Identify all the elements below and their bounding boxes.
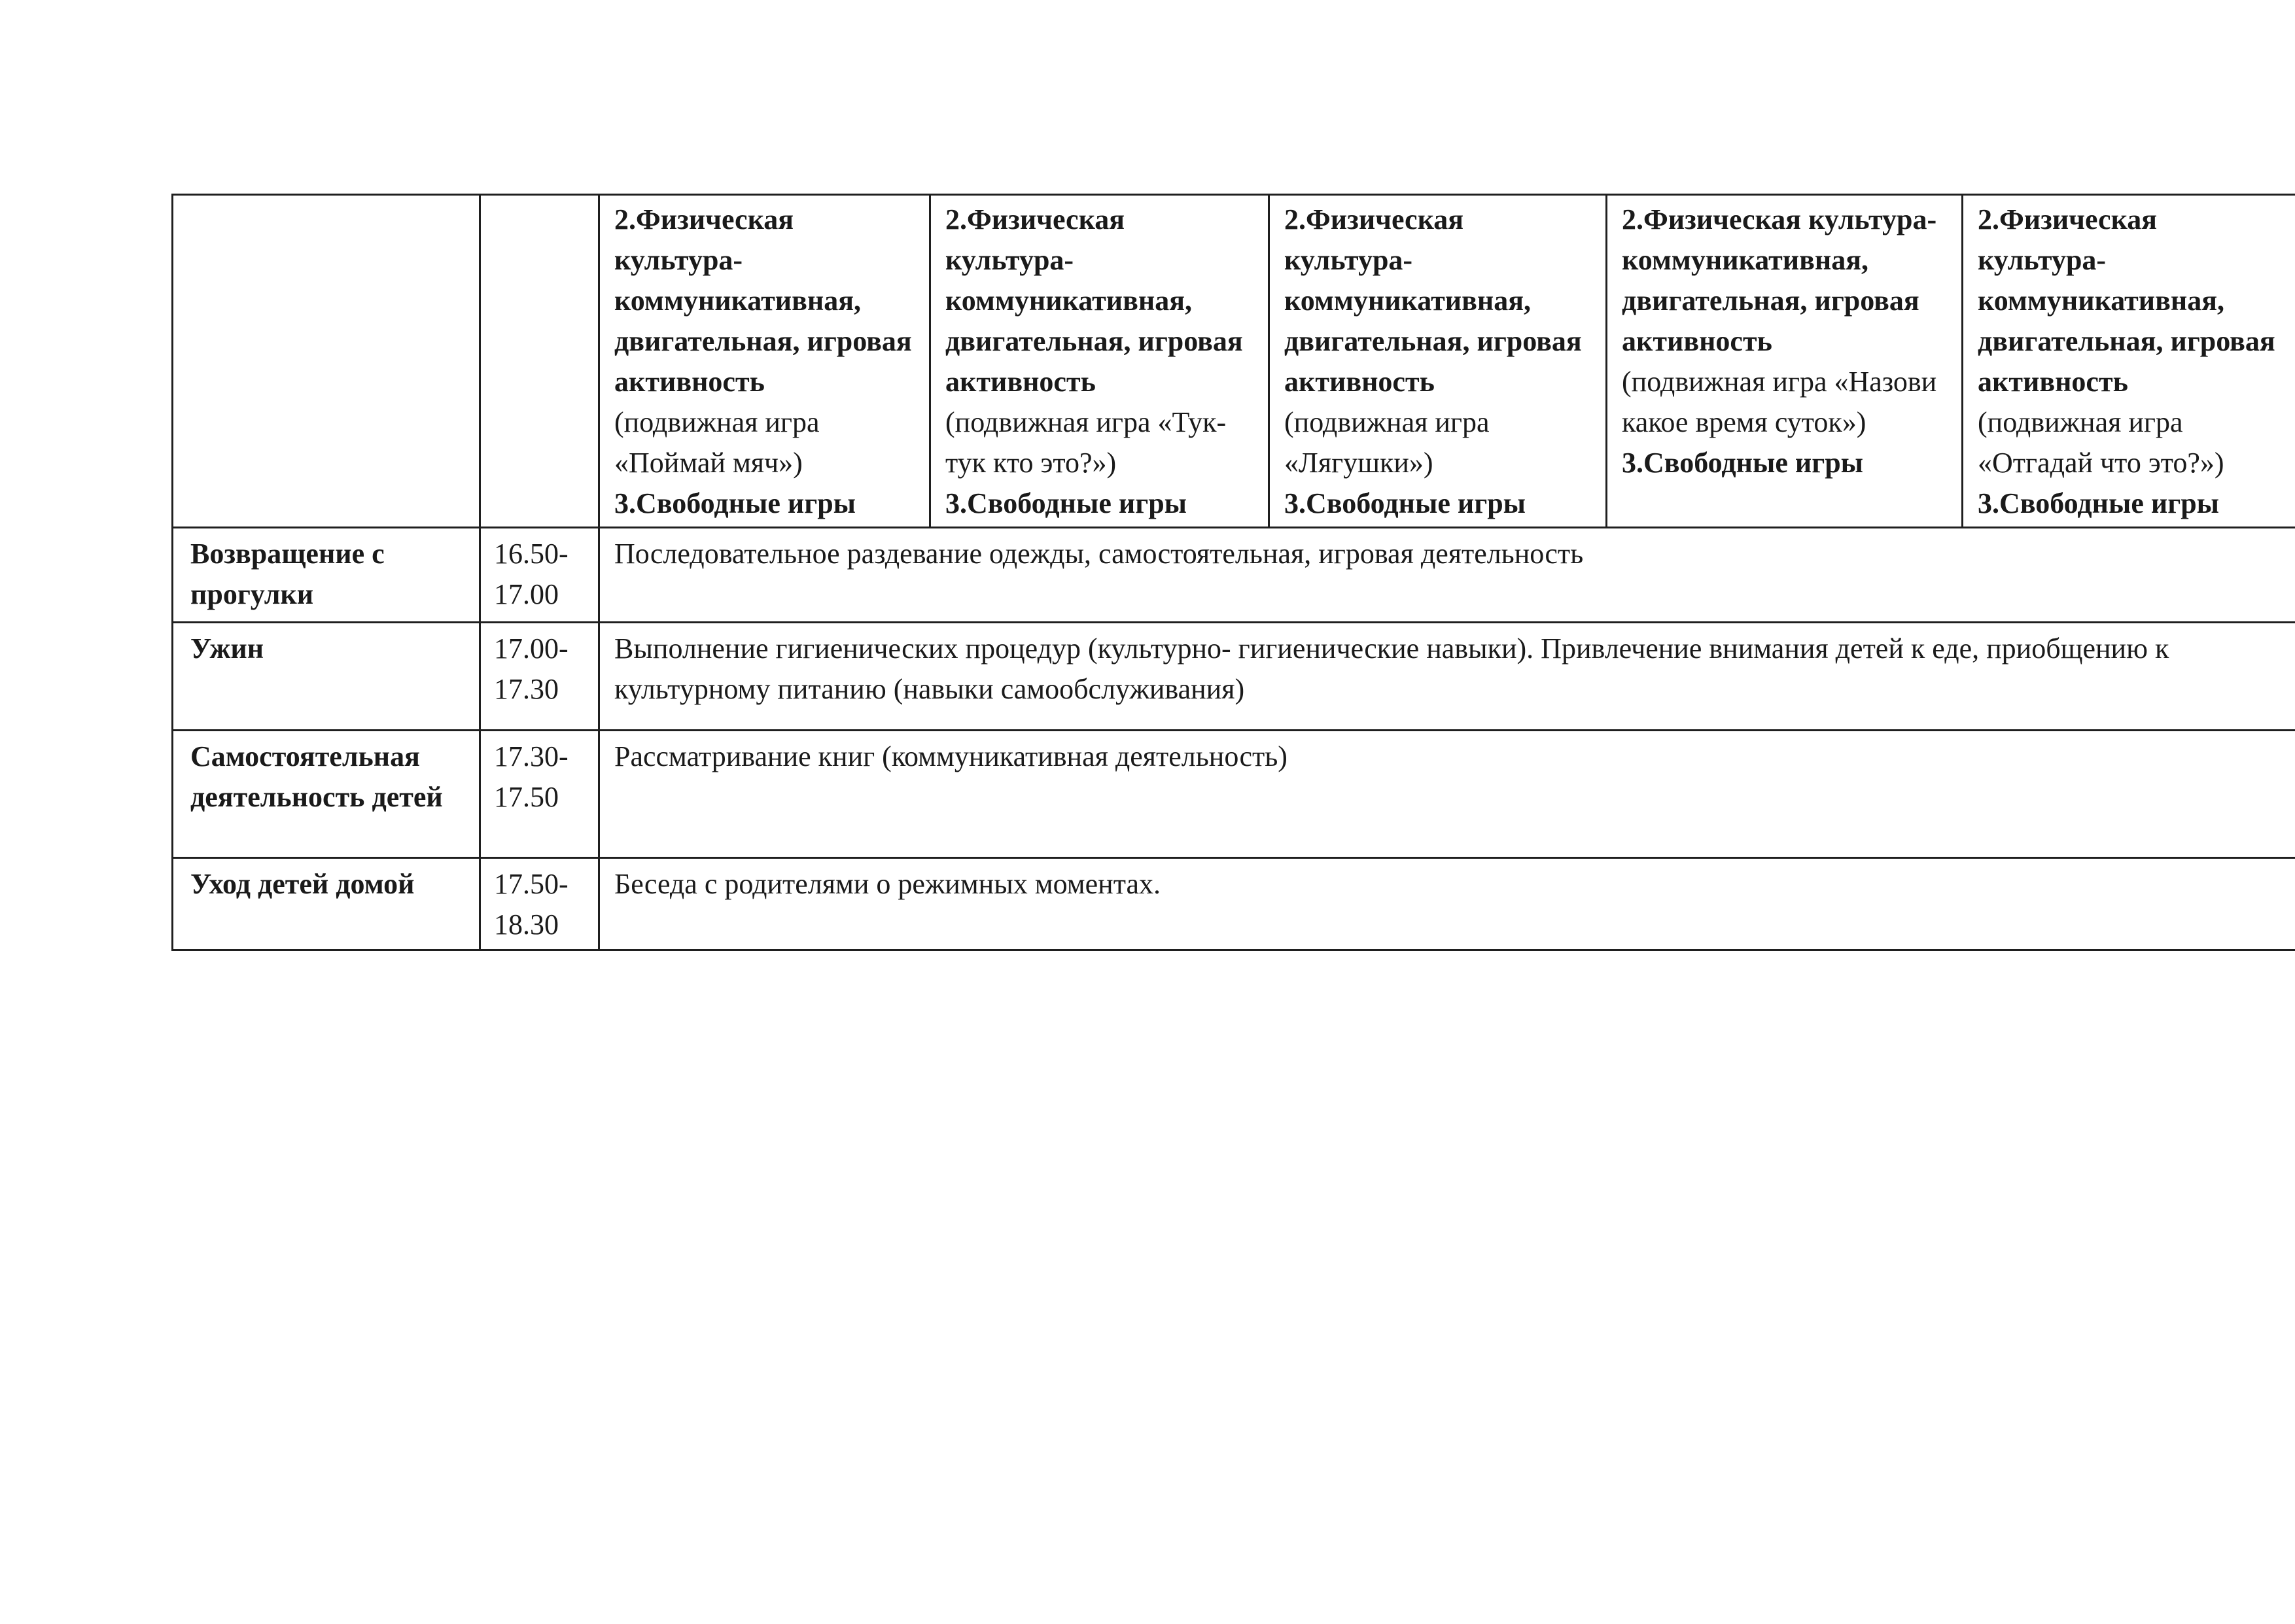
table-row: [173, 858, 2295, 950]
routine-description: Беседа с родителями о режимных моментах.: [599, 858, 2295, 950]
routine-name: Ужин: [173, 623, 480, 731]
table-row: [173, 195, 2295, 528]
empty-name-cell: [173, 195, 480, 528]
schedule-table: [171, 194, 2295, 951]
routine-time: 17.30-17.50: [480, 731, 599, 858]
free-games-text: 3.Свободные игры: [1978, 487, 2220, 519]
activity-title: 2.Физическая культура-коммуникативная, двигательная, игровая активность: [945, 203, 1243, 398]
activity-title: 2.Физическая культура-коммуникативная, двигательная, игровая активность: [1622, 203, 1937, 357]
free-games-text: 3.Свободные игры: [1622, 447, 1864, 479]
day-activity-cell: [1963, 195, 2295, 528]
routine-name: Уход детей домой: [173, 858, 480, 950]
routine-time: 17.50-18.30: [480, 858, 599, 950]
activity-title: 2.Физическая культура-коммуникативная, двигательная, игровая активность: [1284, 203, 1582, 398]
game-text: (подвижная игра «Лягушки»): [1284, 406, 1490, 479]
free-games-text: 3.Свободные игры: [1284, 487, 1526, 519]
activity-title: 2.Физическая культура-коммуникативная, двигательная, игровая активность: [1978, 203, 2275, 398]
routine-name: Возвращение с прогулки: [173, 528, 480, 623]
table-row: [173, 731, 2295, 858]
activity-title: 2.Физическая культура-коммуникативная, двигательная, игровая активность: [614, 203, 912, 398]
game-text: (подвижная игра «Тук-тук кто это?»): [945, 406, 1227, 479]
free-games-text: 3.Свободные игры: [614, 487, 856, 519]
game-text: (подвижная игра «Поймай мяч»): [614, 406, 820, 479]
day-activity-cell: [930, 195, 1269, 528]
day-activity-cell: [1269, 195, 1607, 528]
game-text: (подвижная игра «Назови какое время суток»): [1622, 366, 1937, 438]
table-row: [173, 528, 2295, 623]
routine-name: Самостоятельная деятельность детей: [173, 731, 480, 858]
day-activity-cell: [1607, 195, 1963, 528]
routine-time: 16.50-17.00: [480, 528, 599, 623]
day-activity-cell: [599, 195, 930, 528]
empty-time-cell: [480, 195, 599, 528]
routine-time: 17.00-17.30: [480, 623, 599, 731]
free-games-text: 3.Свободные игры: [945, 487, 1187, 519]
table-row: [173, 623, 2295, 731]
routine-description: Рассматривание книг (коммуникативная деятельность): [599, 731, 2295, 858]
routine-description: Выполнение гигиенических процедур (культурно- гигиенические навыки). Привлечение внимания детей к еде, приобщению к культурному питанию (навыки самообслуживания): [599, 623, 2295, 731]
game-text: (подвижная игра «Отгадай что это?»): [1978, 406, 2224, 479]
routine-description: Последовательное раздевание одежды, самостоятельная, игровая деятельность: [599, 528, 2295, 623]
